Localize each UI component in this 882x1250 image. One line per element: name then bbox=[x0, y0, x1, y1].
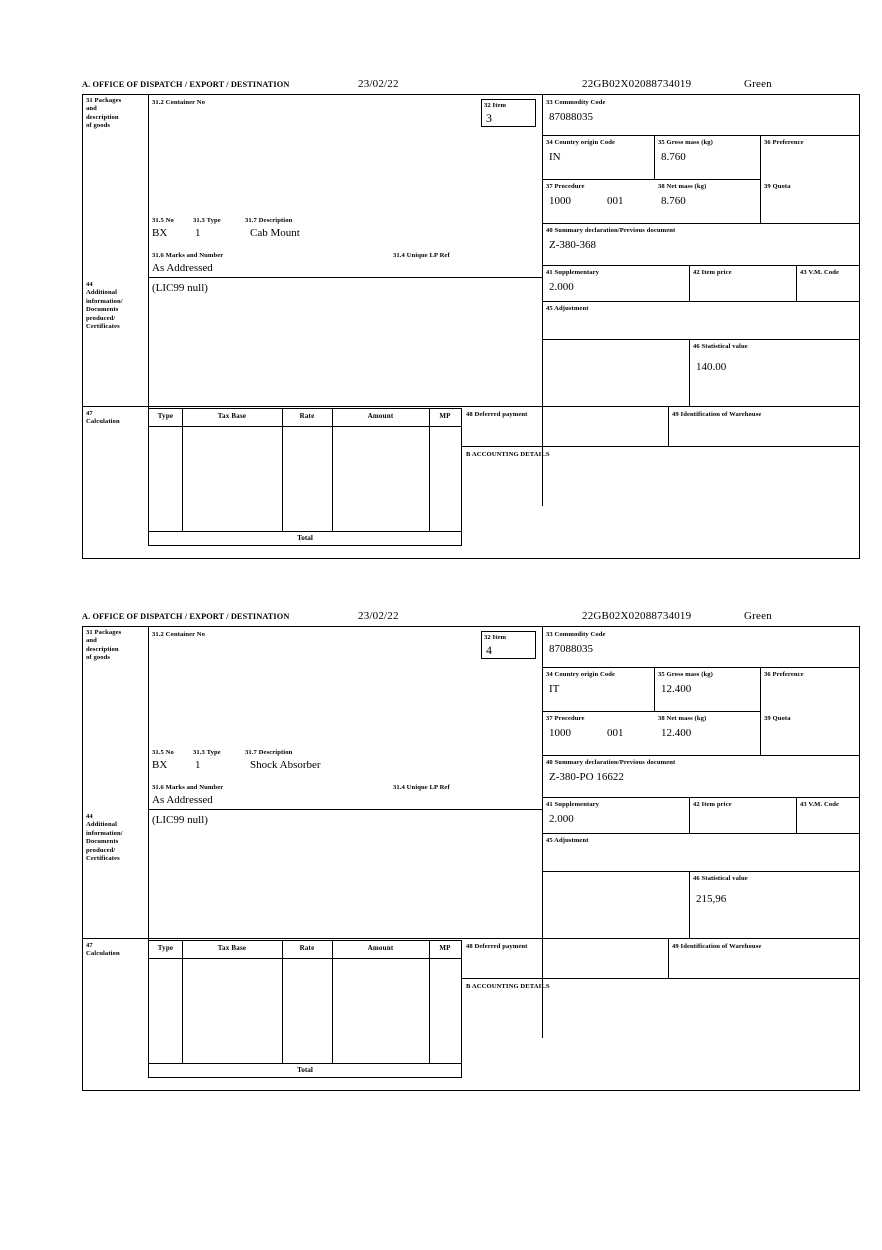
box31-label: 31 Packages and description of goods bbox=[86, 97, 122, 130]
box35-label: 35 Gross mass (kg) bbox=[658, 139, 713, 146]
box32-item-2 bbox=[481, 631, 536, 659]
box34-label-2: 34 Country origin Code bbox=[546, 671, 616, 678]
box47-label-2: 47 Calculation bbox=[86, 942, 120, 958]
box38-label-2: 38 Net mass (kg) bbox=[658, 715, 707, 722]
calc-amount-header-2: Amount bbox=[367, 944, 394, 952]
gross-mass-value: 8.760 bbox=[661, 151, 686, 163]
box34-label: 34 Country origin Code bbox=[546, 139, 616, 146]
calc-amount-header: Amount bbox=[367, 412, 394, 420]
boxB-label: B ACCOUNTING DETAILS bbox=[466, 451, 550, 458]
divider-33-34-2 bbox=[542, 667, 860, 668]
supplementary-value: 2.000 bbox=[549, 281, 574, 293]
box43-label-2: 43 V.M. Code bbox=[800, 801, 840, 808]
calc-type-header: Type bbox=[157, 412, 174, 420]
box31-7-label: 31.7 Description bbox=[245, 217, 293, 224]
divider-34-37 bbox=[542, 179, 760, 180]
calc-total-divider bbox=[149, 531, 461, 532]
movement-reference-number: 22GB02X02088734019 bbox=[582, 78, 692, 90]
declaration-box-2 bbox=[82, 626, 860, 1091]
box31-2-label-2: 31.2 Container No bbox=[152, 631, 206, 638]
divider-34-35-2 bbox=[654, 667, 655, 711]
form-header bbox=[82, 78, 860, 94]
box31-4-label: 31.4 Unique LP Ref bbox=[393, 252, 450, 259]
divider-48-B-2 bbox=[462, 978, 859, 979]
packages-type-value-2: 1 bbox=[195, 759, 201, 771]
calc-header-divider-2 bbox=[149, 958, 461, 959]
box46-label: 46 Statistical value bbox=[693, 343, 748, 350]
box31-3-label-2: 31.3 Type bbox=[193, 749, 221, 756]
calculation-table-2 bbox=[148, 940, 462, 1078]
boxB-label-2: B ACCOUNTING DETAILS bbox=[466, 983, 550, 990]
calc-col-2-2 bbox=[282, 941, 283, 1063]
procedure-suffix-value: 001 bbox=[607, 195, 624, 207]
statistical-value-2: 215,96 bbox=[696, 893, 727, 905]
divider-48-49 bbox=[668, 406, 669, 446]
country-origin-value: IN bbox=[549, 151, 561, 163]
box31-5-label: 31.5 No bbox=[152, 217, 174, 224]
divider-40-41 bbox=[542, 265, 860, 266]
divider-33-34 bbox=[542, 135, 860, 136]
statistical-value: 140.00 bbox=[696, 361, 727, 373]
box31-2-label: 31.2 Container No bbox=[152, 99, 206, 106]
box37-label: 37 Procedure bbox=[546, 183, 585, 190]
calc-col-3-2 bbox=[332, 941, 333, 1063]
divider-42-43 bbox=[796, 265, 797, 301]
office-of-dispatch-label-2: A. OFFICE OF DISPATCH / EXPORT / DESTINATION bbox=[82, 612, 290, 621]
dotted-divider-46 bbox=[542, 339, 543, 406]
box32-label: 32 Item bbox=[484, 102, 507, 109]
calc-total-label: Total bbox=[297, 534, 313, 542]
divider-above-47-2 bbox=[83, 938, 859, 939]
box40-label: 40 Summary declaration/Previous document bbox=[546, 227, 676, 234]
declaration-box bbox=[82, 94, 860, 559]
packages-type-value: 1 bbox=[195, 227, 201, 239]
customs-declaration-form-2 bbox=[82, 610, 860, 1091]
packages-no-value-2: BX bbox=[152, 759, 168, 771]
divider-34-37-2 bbox=[542, 711, 760, 712]
divider-45-46-2 bbox=[542, 871, 860, 872]
calc-col-1 bbox=[182, 409, 183, 531]
commodity-code-value-2: 87088035 bbox=[549, 643, 593, 655]
office-of-dispatch-label: A. OFFICE OF DISPATCH / EXPORT / DESTINATION bbox=[82, 80, 290, 89]
box33-label-2: 33 Commodity Code bbox=[546, 631, 606, 638]
box35-label-2: 35 Gross mass (kg) bbox=[658, 671, 713, 678]
calc-col-2 bbox=[282, 409, 283, 531]
box32-label-2: 32 Item bbox=[484, 634, 507, 641]
net-mass-value-2: 12.400 bbox=[661, 727, 692, 739]
calc-taxbase-header-2: Tax Base bbox=[217, 944, 247, 952]
declaration-date-2: 23/02/22 bbox=[358, 610, 399, 622]
box42-label: 42 Item price bbox=[693, 269, 732, 276]
box31-5-label-2: 31.5 No bbox=[152, 749, 174, 756]
divider-46-left-2 bbox=[689, 871, 690, 938]
goods-description-value: Cab Mount bbox=[250, 227, 300, 239]
divider-35-36 bbox=[760, 135, 761, 223]
box48-label: 48 Deferred payment bbox=[466, 411, 528, 418]
commodity-code-value: 87088035 bbox=[549, 111, 593, 123]
box43-label: 43 V.M. Code bbox=[800, 269, 840, 276]
calc-taxbase-header: Tax Base bbox=[217, 412, 247, 420]
box32-item bbox=[481, 99, 536, 127]
divider-34-35 bbox=[654, 135, 655, 179]
box36-label-2: 36 Preference bbox=[764, 671, 804, 678]
divider-45-46 bbox=[542, 339, 860, 340]
calc-col-4 bbox=[429, 409, 430, 531]
box31-3-label: 31.3 Type bbox=[193, 217, 221, 224]
divider-37-40 bbox=[542, 223, 860, 224]
calc-mp-header-2: MP bbox=[439, 944, 451, 952]
calc-type-header-2: Type bbox=[157, 944, 174, 952]
procedure-suffix-value-2: 001 bbox=[607, 727, 624, 739]
calc-rate-header: Rate bbox=[299, 412, 315, 420]
calc-col-3 bbox=[332, 409, 333, 531]
additional-information-value: (LIC99 null) bbox=[152, 282, 208, 294]
box41-label-2: 41 Supplementary bbox=[546, 801, 600, 808]
box31-6-label: 31.6 Marks and Number bbox=[152, 252, 224, 259]
movement-reference-number-2: 22GB02X02088734019 bbox=[582, 610, 692, 622]
packages-no-value: BX bbox=[152, 227, 168, 239]
procedure-code-value-2: 1000 bbox=[549, 727, 571, 739]
marks-and-number-value-2: As Addressed bbox=[152, 794, 213, 806]
box31-7-label-2: 31.7 Description bbox=[245, 749, 293, 756]
divider-42-43-2 bbox=[796, 797, 797, 833]
divider-41-42-2 bbox=[689, 797, 690, 833]
divider-above-47 bbox=[83, 406, 859, 407]
box40-label-2: 40 Summary declaration/Previous document bbox=[546, 759, 676, 766]
box31-label-2: 31 Packages and description of goods bbox=[86, 629, 122, 662]
calc-header-divider bbox=[149, 426, 461, 427]
dotted-divider-46-2 bbox=[542, 871, 543, 938]
goods-description-value-2: Shock Absorber bbox=[250, 759, 321, 771]
supplementary-value-2: 2.000 bbox=[549, 813, 574, 825]
country-origin-value-2: IT bbox=[549, 683, 560, 695]
divider-35-36-2 bbox=[760, 667, 761, 755]
box45-label-2: 45 Adjustment bbox=[546, 837, 589, 844]
form-header-2 bbox=[82, 610, 860, 626]
declaration-date: 23/02/22 bbox=[358, 78, 399, 90]
divider-48-49-2 bbox=[668, 938, 669, 978]
gross-mass-value-2: 12.400 bbox=[661, 683, 692, 695]
divider-31-44-2 bbox=[148, 809, 542, 810]
divider-41-45-2 bbox=[542, 833, 860, 834]
box31-6-label-2: 31.6 Marks and Number bbox=[152, 784, 224, 791]
box37-label-2: 37 Procedure bbox=[546, 715, 585, 722]
box39-label: 39 Quota bbox=[764, 183, 791, 190]
calc-rate-header-2: Rate bbox=[299, 944, 315, 952]
box31-4-label-2: 31.4 Unique LP Ref bbox=[393, 784, 450, 791]
box49-label: 49 Identification of Warehouse bbox=[672, 411, 762, 418]
previous-document-value: Z-380-368 bbox=[549, 239, 597, 251]
divider-41-42 bbox=[689, 265, 690, 301]
box47-label: 47 Calculation bbox=[86, 410, 120, 426]
divider-40-41-2 bbox=[542, 797, 860, 798]
calc-col-1-2 bbox=[182, 941, 183, 1063]
box41-label: 41 Supplementary bbox=[546, 269, 600, 276]
divider-41-45 bbox=[542, 301, 860, 302]
box49-label-2: 49 Identification of Warehouse bbox=[672, 943, 762, 950]
item-number-value: 3 bbox=[486, 111, 492, 126]
divider-48-B bbox=[462, 446, 859, 447]
calculation-table bbox=[148, 408, 462, 546]
divider-46-left bbox=[689, 339, 690, 406]
box36-label: 36 Preference bbox=[764, 139, 804, 146]
calc-mp-header: MP bbox=[439, 412, 451, 420]
calc-col-4-2 bbox=[429, 941, 430, 1063]
customs-declaration-form-1 bbox=[82, 78, 860, 559]
box39-label-2: 39 Quota bbox=[764, 715, 791, 722]
box45-label: 45 Adjustment bbox=[546, 305, 589, 312]
box48-label-2: 48 Deferred payment bbox=[466, 943, 528, 950]
procedure-code-value: 1000 bbox=[549, 195, 571, 207]
box38-label: 38 Net mass (kg) bbox=[658, 183, 707, 190]
net-mass-value: 8.760 bbox=[661, 195, 686, 207]
box44-label-2: 44 Additional information/ Documents produced/ Certificates bbox=[86, 813, 123, 863]
routing-lane: Green bbox=[744, 78, 772, 90]
additional-information-value-2: (LIC99 null) bbox=[152, 814, 208, 826]
previous-document-value-2: Z-380-PO 16622 bbox=[549, 771, 624, 783]
item-number-value-2: 4 bbox=[486, 643, 492, 658]
divider-37-40-2 bbox=[542, 755, 860, 756]
calc-total-divider-2 bbox=[149, 1063, 461, 1064]
divider-31-44 bbox=[148, 277, 542, 278]
calc-total-label-2: Total bbox=[297, 1066, 313, 1074]
routing-lane-2: Green bbox=[744, 610, 772, 622]
box46-label-2: 46 Statistical value bbox=[693, 875, 748, 882]
box33-label: 33 Commodity Code bbox=[546, 99, 606, 106]
box44-label: 44 Additional information/ Documents produced/ Certificates bbox=[86, 281, 123, 331]
box42-label-2: 42 Item price bbox=[693, 801, 732, 808]
marks-and-number-value: As Addressed bbox=[152, 262, 213, 274]
